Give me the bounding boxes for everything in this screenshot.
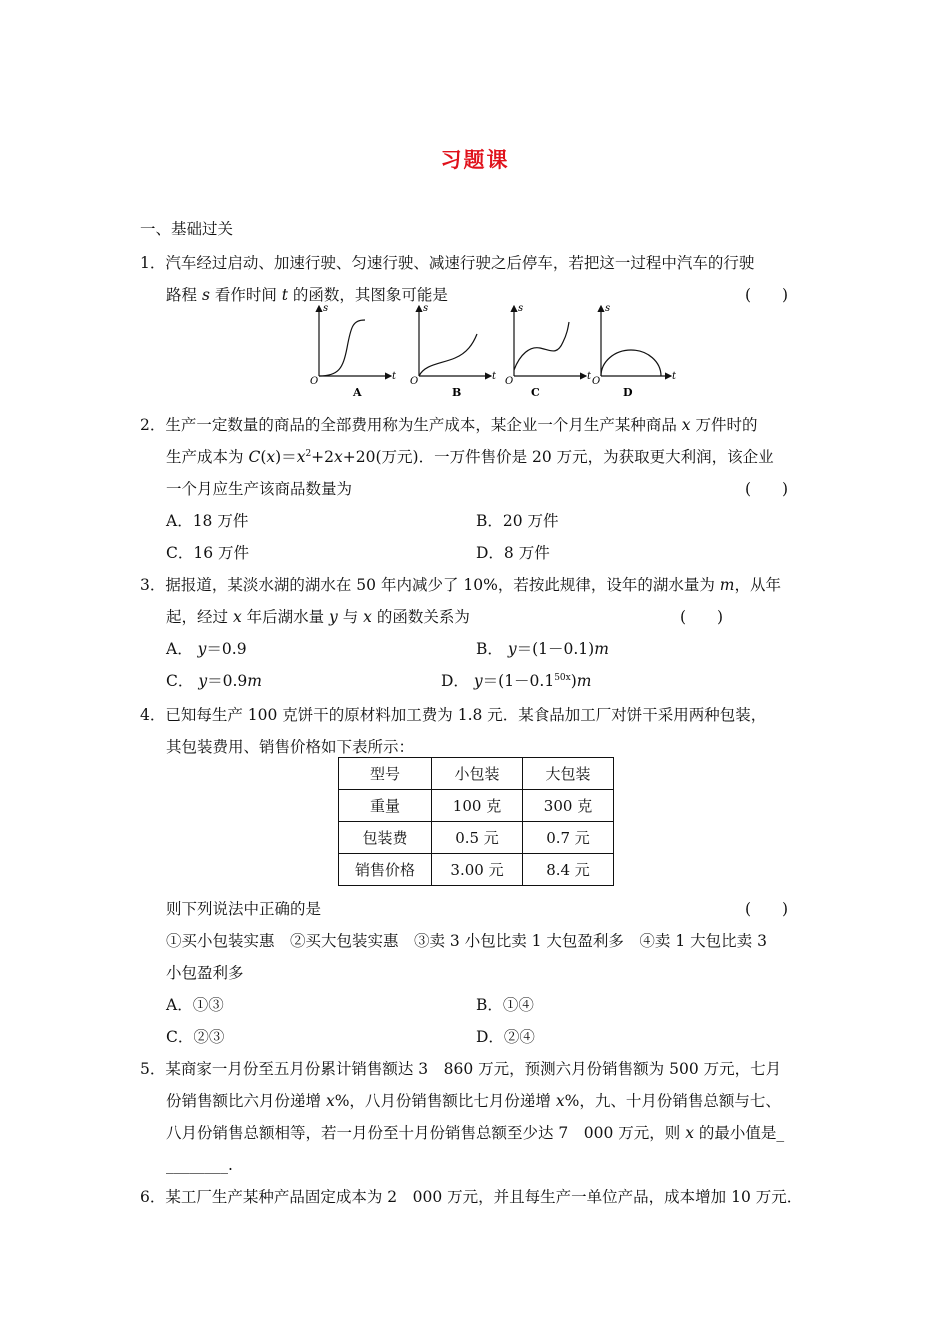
q5-line1: 5．某商家一月份至五月份累计销售额达 3 860 万元，预测六月份销售额为 500 万元，七月 (140, 1060, 782, 1078)
q3-line1: 3．据报道，某淡水湖的湖水在 50 年内减少了 10%，若按此规律，设年的湖水量为 m，从年 (140, 576, 781, 594)
q4-line4: ①买小包装实惠 ②买大包装实惠 ③卖 3 小包比卖 1 大包盈利多 ④卖 1 大包比卖 3 (166, 932, 767, 950)
section-heading: 一、基础过关 (140, 220, 234, 238)
q4-option-c: C．②③ (166, 1028, 225, 1046)
q4-price-table (338, 757, 614, 886)
table-cell: 销售价格 (339, 854, 432, 886)
q2-line2: 生产成本为 $C(x)=x^2+2x+20$(万元)．一万件售价是 20 万元，为获取更大利润，该企业 (166, 448, 774, 466)
svg-text:s: s (423, 303, 429, 314)
q1-line1: 1．汽车经过启动、加速行驶、匀速行驶、减速行驶之后停车，若把这一过程中汽车的行驶 (140, 254, 755, 272)
q4-line1: 4．已知每生产 100 克饼干的原材料加工费为 1.8 元．某食品加工厂对饼干采用两种包装， (140, 706, 767, 724)
q2-option-c: C．16 万件 (166, 544, 250, 562)
graph-a (310, 303, 397, 399)
q5-line2: 份销售额比六月份递增 x%，八月份销售额比七月份递增 x%，九、十月份销售总额与七、 (166, 1092, 781, 1110)
origin-label: O (310, 376, 319, 387)
q1-line2: 路程 s 看作时间 t 的函数，其图象可能是 (166, 286, 448, 304)
table-row (339, 854, 614, 886)
table-cell: 0.5 元 (432, 822, 523, 854)
q5-line4: ________. (166, 1156, 233, 1174)
q3-option-b: B． y＝(1－0.1)m (476, 640, 609, 658)
svg-text:s: s (605, 303, 611, 314)
table-cell: 3.00 元 (432, 854, 523, 886)
graph-b (410, 303, 497, 399)
page-title: 习题课 (440, 148, 510, 172)
q1-graph-options (305, 298, 685, 402)
table-cell: 包装费 (339, 822, 432, 854)
svg-text:t: t (587, 371, 592, 382)
graph-label-d: D (623, 386, 633, 399)
q4-line3: 则下列说法中正确的是 (166, 900, 322, 918)
graph-label-c: C (531, 386, 540, 399)
table-cell: 0.7 元 (523, 822, 614, 854)
q2-option-d: D．8 万件 (476, 544, 550, 562)
table-cell: 100 克 (432, 790, 523, 822)
q2-answer-blank: ( ) (745, 480, 789, 498)
q4-line2: 其包装费用、销售价格如下表所示： (166, 738, 415, 756)
q3-option-a: A． y＝0.9 (166, 640, 247, 658)
q4-option-b: B．①④ (476, 996, 534, 1014)
graph-c (505, 303, 592, 399)
q3-line2: 起，经过 x 年后湖水量 y 与 x 的函数关系为 (166, 608, 470, 626)
q2-option-b: B．20 万件 (476, 512, 559, 530)
svg-text:t: t (492, 371, 497, 382)
table-row (339, 822, 614, 854)
table-row (339, 758, 614, 790)
q6-line1: 6．某工厂生产某种产品固定成本为 2 000 万元，并且每生产一单位产品，成本增加 10 万元． (140, 1188, 803, 1206)
q4-answer-blank: ( ) (745, 900, 789, 918)
axis-s-label: s (323, 303, 329, 314)
q2-line3: 一个月应生产该商品数量为 (166, 480, 353, 498)
q4-line5: 小包盈利多 (166, 964, 244, 982)
q3-option-c: C． y＝0.9m (166, 672, 262, 690)
graph-d (592, 303, 677, 399)
q4-option-a: A．①③ (166, 996, 224, 1014)
table-cell: 大包装 (523, 758, 614, 790)
svg-text:t: t (672, 371, 677, 382)
table-row (339, 790, 614, 822)
q3-answer-blank: ( ) (680, 608, 724, 626)
q5-line3: 八月份销售总额相等，若一月份至十月份销售总额至少达 7 000 万元，则 x 的最小值是_ (166, 1124, 785, 1142)
table-cell: 小包装 (432, 758, 523, 790)
q4-option-d: D．②④ (476, 1028, 535, 1046)
graph-label-b: B (452, 386, 462, 399)
table-cell: 重量 (339, 790, 432, 822)
q3-option-d: D． $y=(1-0.1^{50x})m$ (441, 672, 592, 690)
table-cell: 8.4 元 (523, 854, 614, 886)
svg-text:O: O (505, 376, 514, 387)
q2-line1: 2．生产一定数量的商品的全部费用称为生产成本，某企业一个月生产某种商品 x 万件时的 (140, 416, 758, 434)
svg-text:O: O (592, 376, 601, 387)
svg-text:O: O (410, 376, 419, 387)
table-cell: 型号 (339, 758, 432, 790)
table-cell: 300 克 (523, 790, 614, 822)
axis-t-label: t (392, 371, 397, 382)
q2-option-a: A．18 万件 (166, 512, 249, 530)
graph-label-a: A (353, 386, 362, 399)
q1-answer-blank: ( ) (745, 286, 789, 304)
svg-text:s: s (518, 303, 524, 314)
